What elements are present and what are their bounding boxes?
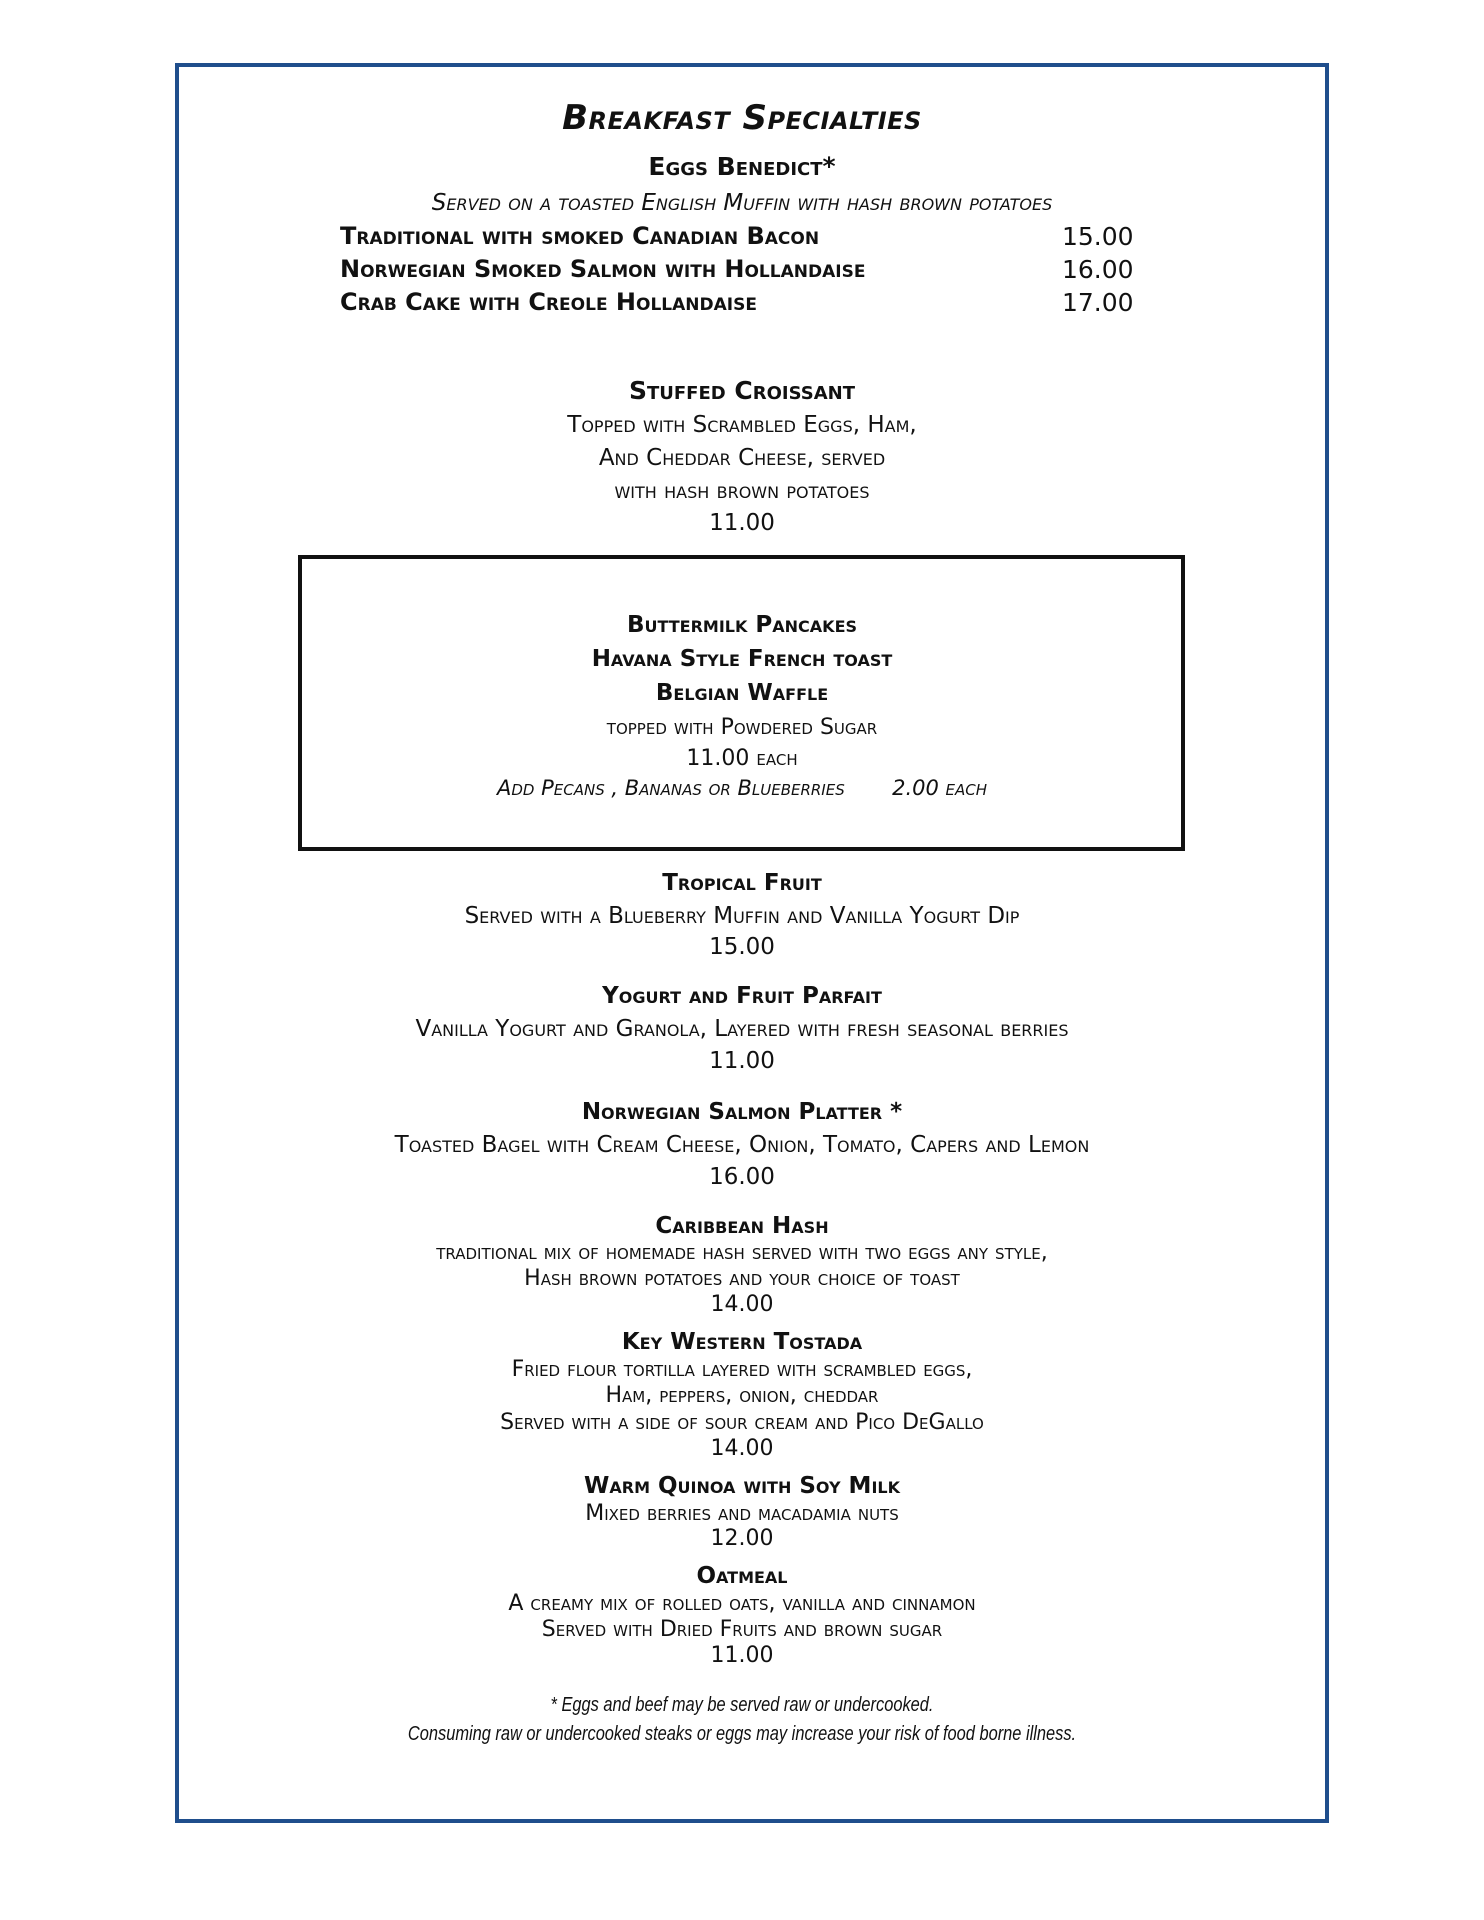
oatmeal-price: 11.00 [710, 1643, 774, 1668]
eggs-item-traditional-price: 15.00 [1062, 222, 1134, 251]
griddle-addon-price: 2.00 each [892, 776, 988, 800]
quinoa-desc: Mixed berries and macadamia nuts [585, 1501, 899, 1526]
croissant-price: 11.00 [709, 510, 775, 536]
griddle-topping: topped with Powdered Sugar [606, 715, 878, 740]
tostada-heading: Key Western Tostada [621, 1329, 863, 1355]
parfait-price: 11.00 [709, 1048, 775, 1074]
food-safety-notice-2: Consuming raw or undercooked steaks or eggs may increase your risk of food borne illness. [407, 1723, 1077, 1745]
eggs-item-salmon-price: 16.00 [1062, 255, 1134, 284]
tostada-price: 14.00 [710, 1436, 774, 1461]
parfait-heading: Yogurt and Fruit Parfait [602, 983, 882, 1009]
quinoa-price: 12.00 [710, 1526, 774, 1551]
croissant-desc-1: Topped with Scrambled Eggs, Ham, [567, 412, 917, 438]
griddle-price: 11.00 each [686, 746, 798, 771]
griddle-item-french-toast: Havana Style French toast [591, 646, 893, 672]
griddle-item-waffle: Belgian Waffle [655, 680, 829, 706]
griddle-addon [0, 776, 1484, 800]
croissant-desc-3: with hash brown potatoes [614, 478, 870, 504]
quinoa-heading: Warm Quinoa with Soy Milk [584, 1473, 900, 1499]
tostada-desc-1: Fried flour tortilla layered with scrambled eggs, [511, 1357, 973, 1382]
eggs-item-salmon: Norwegian Smoked Salmon with Hollandaise [340, 255, 866, 283]
oatmeal-desc-1: A creamy mix of rolled oats, vanilla and cinnamon [508, 1591, 976, 1616]
hash-heading: Caribbean Hash [655, 1213, 829, 1239]
salmon-price: 16.00 [709, 1164, 775, 1190]
oatmeal-heading: Oatmeal [696, 1563, 788, 1589]
food-safety-notice-1: * Eggs and beef may be served raw or undercooked. [550, 1694, 934, 1716]
eggs-item-crab: Crab Cake with Creole Hollandaise [340, 288, 757, 316]
tropical-desc: Served with a Blueberry Muffin and Vanilla Yogurt Dip [464, 903, 1020, 929]
hash-desc-1: traditional mix of homemade hash served with two eggs any style, [436, 1240, 1048, 1265]
salmon-desc: Toasted Bagel with Cream Cheese, Onion, Tomato, Capers and Lemon [394, 1132, 1090, 1158]
croissant-heading: Stuffed Croissant [628, 376, 856, 405]
hash-price: 14.00 [710, 1292, 774, 1317]
tropical-heading: Tropical Fruit [662, 870, 822, 896]
page-title: Breakfast Specialties [562, 98, 922, 138]
croissant-desc-2: And Cheddar Cheese, served [598, 445, 886, 471]
salmon-heading: Norwegian Salmon Platter * [581, 1099, 903, 1125]
griddle-addon-label: Add Pecans , Bananas or Blueberries [496, 776, 845, 800]
eggs-item-crab-price: 17.00 [1062, 288, 1134, 317]
tostada-desc-2: Ham, peppers, onion, cheddar [605, 1383, 879, 1408]
hash-desc-2: Hash brown potatoes and your choice of toast [524, 1266, 960, 1291]
eggs-benedict-subtitle: Served on a toasted English Muffin with hash brown potatoes [431, 190, 1053, 216]
griddle-item-pancakes: Buttermilk Pancakes [626, 612, 858, 638]
tropical-price: 15.00 [709, 934, 775, 960]
eggs-item-traditional: Traditional with smoked Canadian Bacon [340, 222, 820, 250]
tostada-desc-3: Served with a side of sour cream and Pico DeGallo [500, 1410, 984, 1435]
oatmeal-desc-2: Served with Dried Fruits and brown sugar [541, 1617, 943, 1642]
parfait-desc: Vanilla Yogurt and Granola, Layered with fresh seasonal berries [415, 1016, 1069, 1042]
eggs-benedict-heading: Eggs Benedict* [648, 152, 836, 181]
